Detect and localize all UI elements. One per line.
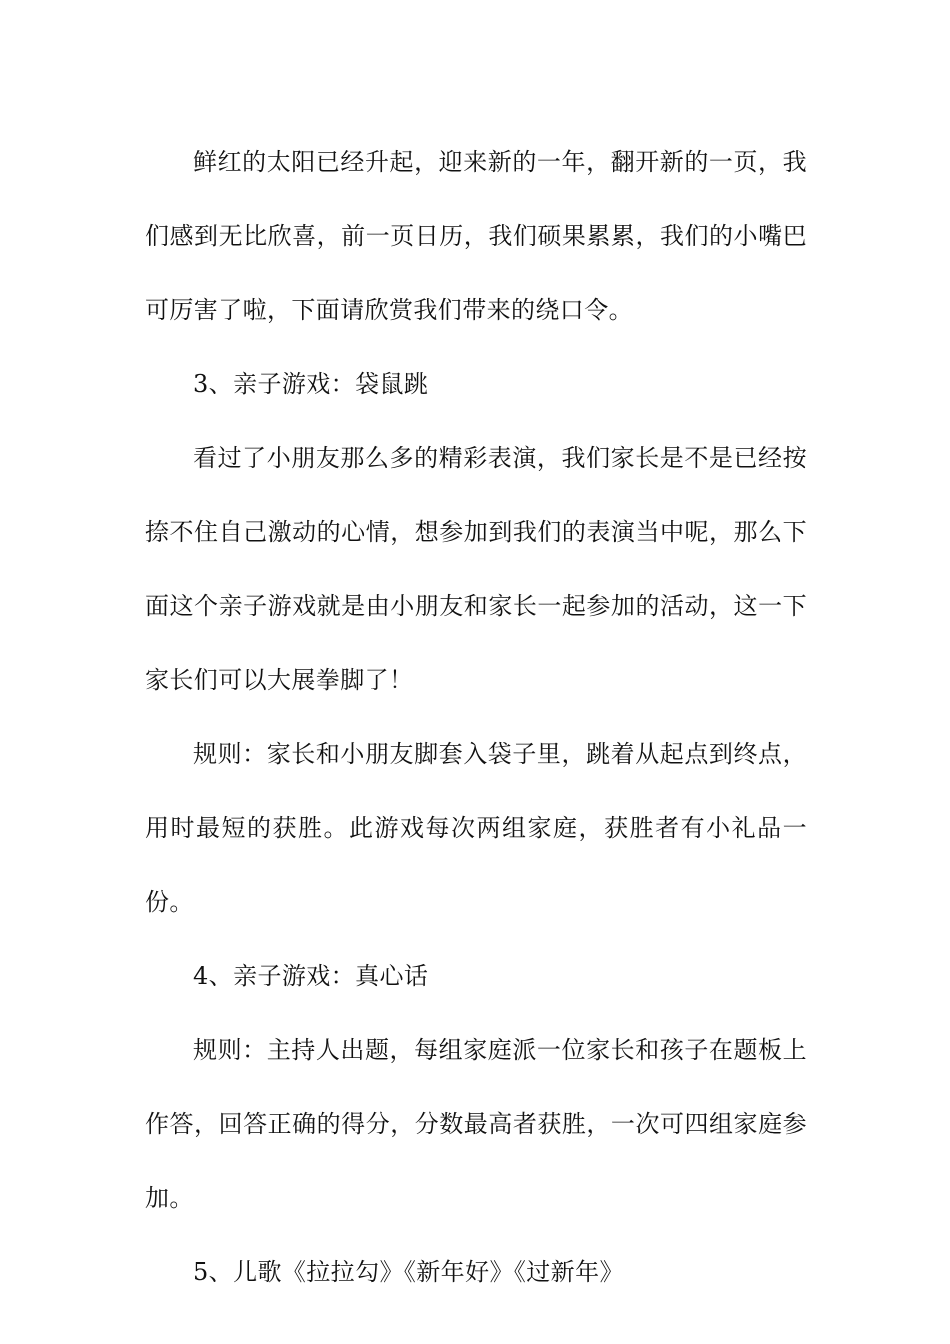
document-body bbox=[145, 125, 807, 1309]
heading-children-songs: 5、儿歌《拉拉勾》《新年好》《过新年》 bbox=[193, 1258, 624, 1286]
paragraph-kangaroo-rules: 规则：家长和小朋友脚套入袋子里，跳着从起点到终点，用时最短的获胜。此游戏每次两组家庭，获胜者有小礼品一份。 bbox=[145, 740, 807, 916]
paragraph-truth-rules: 规则：主持人出题，每组家庭派一位家长和孩子在题板上作答，回答正确的得分，分数最高者获胜，一次可四组家庭参加。 bbox=[145, 1036, 807, 1212]
paragraph-sun-rising: 鲜红的太阳已经升起，迎来新的一年，翻开新的一页，我们感到无比欣喜，前一页日历，我们硕果累累，我们的小嘴巴可厉害了啦，下面请欣赏我们带来的绕口令。 bbox=[145, 148, 807, 324]
heading-truth-game: 4、亲子游戏：真心话 bbox=[193, 962, 429, 990]
heading-kangaroo-jump: 3、亲子游戏：袋鼠跳 bbox=[193, 370, 429, 398]
paragraph-parents-invite: 看过了小朋友那么多的精彩表演，我们家长是不是已经按捺不住自己激动的心情，想参加到我们的表演当中呢，那么下面这个亲子游戏就是由小朋友和家长一起参加的活动，这一下家长们可以大展拳脚了！ bbox=[145, 444, 807, 694]
